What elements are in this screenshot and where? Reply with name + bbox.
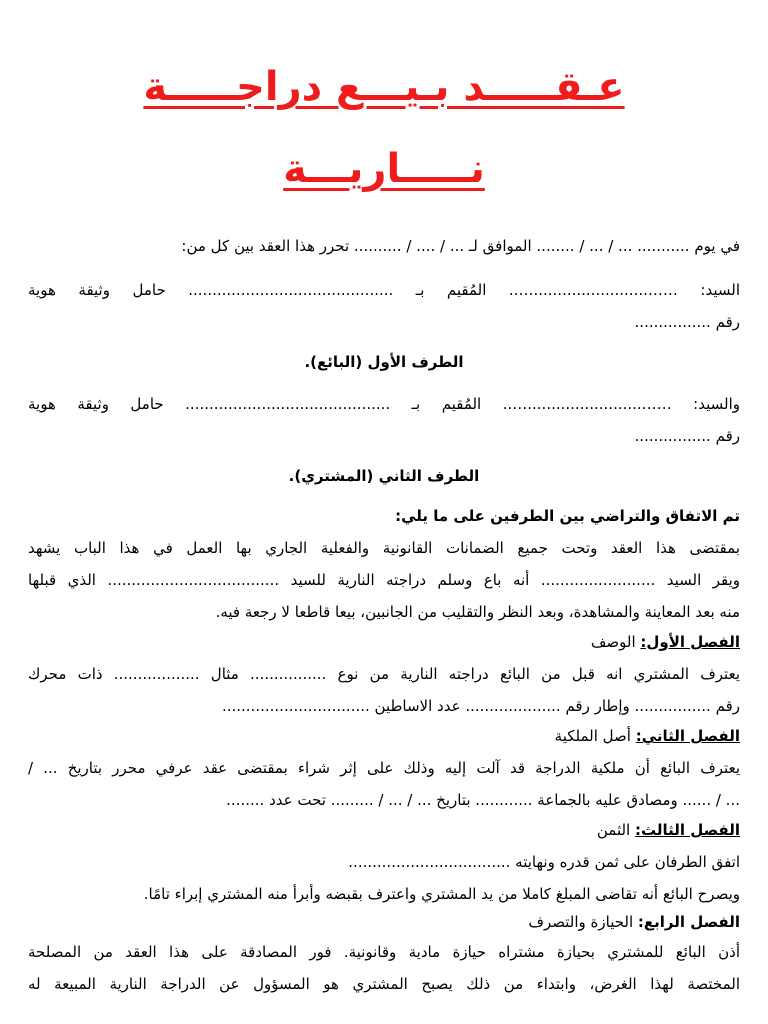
chapter2-title: أصل الملكية bbox=[554, 727, 636, 745]
chapter1-line1: يعترف المشتري انه قبل من البائع دراجته النارية من نوع ................ مثال .................. ذات محرك bbox=[28, 665, 740, 683]
chapter3-line2: ويصرح البائع أنه تقاضى المبلغ كاملا من يد المشتري واعترف بقبضه وأبرأ منه المشتري إبراء تامًا. bbox=[143, 885, 740, 903]
party2-line2: رقم ................ bbox=[634, 427, 740, 445]
party1-label: الطرف الأول (البائع). bbox=[304, 353, 464, 371]
chapter2-heading bbox=[28, 726, 740, 746]
chapter1-title: الوصف bbox=[590, 633, 641, 651]
agreement-heading: تم الاتفاق والتراضي بين الطرفين على ما يلي: bbox=[395, 507, 740, 525]
party1-line1: السيد: ……........................….. المُقيم بـ ........................................... حامل وثيقة هوية bbox=[28, 281, 740, 299]
chapter2-label: الفصل الثاني: bbox=[635, 727, 740, 745]
contract-title-line1: عـقـــــد بـيـــع دراجـــــة bbox=[143, 64, 625, 110]
chapter3-title: الثمن bbox=[596, 821, 635, 839]
chapter4-line1: أذن البائع للمشتري بحيازة مشتراه حيازة مادية وقانونية. فور المصادقة على هذا العقد من المصلحة bbox=[28, 943, 740, 961]
contract-title-line2: نـــــاريـــة bbox=[283, 146, 485, 192]
chapter2-line1: يعترف البائع أن ملكية الدراجة قد آلت إليه وذلك على إثر شراء بمقتضى عقد عرفي محرر بتاريخ ... / bbox=[28, 759, 740, 777]
chapter3-label: الفصل الثالث: bbox=[635, 821, 740, 839]
agreement-line3: منه بعد المعاينة والمشاهدة، وبعد النظر والتقليب من الجانبين، بيعا قاطعا لا رجعة فيه. bbox=[215, 603, 740, 621]
chapter3-line1: اتفق الطرفان على ثمن قدره ونهايته .................................. bbox=[348, 853, 740, 871]
chapter3-heading bbox=[28, 820, 740, 840]
agreement-line1: بمقتضى هذا العقد وتحت جميع الضمانات القانونية والفعلية الجاري بها العمل في هذا الباب يشهد bbox=[28, 539, 740, 557]
party2-line1: والسيد: ……........................….. المُقيم بـ ........................................... حامل وثيقة هوية bbox=[28, 395, 740, 413]
date-line: في يوم ........... ... / ... / ........ الموافق لـ ... / .... / .......... تحرر هذا العقد بين كل من: bbox=[181, 237, 740, 255]
chapter4-heading bbox=[28, 912, 740, 932]
chapter4-line2: المختصة لهذا الغرض، وابتداء من ذلك يصبح المشتري هو المسؤول عن الدراجة النارية المبيعة له bbox=[28, 975, 740, 993]
chapter2-line2: ... / ...... ومصادق عليه بالجماعة ............ بتاريخ ... / ... / ......... تحت عدد ........ bbox=[226, 791, 740, 809]
agreement-line2: ويقر السيد ........................ أنه باع وسلم دراجته النارية للسيد .................................... الذي قبلها bbox=[28, 571, 740, 589]
party1-line2: رقم ................ bbox=[634, 313, 740, 331]
chapter1-line2: رقم ................ وإطار رقم .................... عدد الاساطين ............................... bbox=[221, 697, 740, 715]
chapter1-heading bbox=[28, 632, 740, 652]
chapter4-title: الحيازة والتصرف bbox=[528, 913, 638, 931]
chapter4-label: الفصل الرابع: bbox=[637, 913, 740, 931]
chapter1-label: الفصل الأول: bbox=[640, 633, 740, 651]
party2-label: الطرف الثاني (المشتري). bbox=[288, 467, 480, 485]
